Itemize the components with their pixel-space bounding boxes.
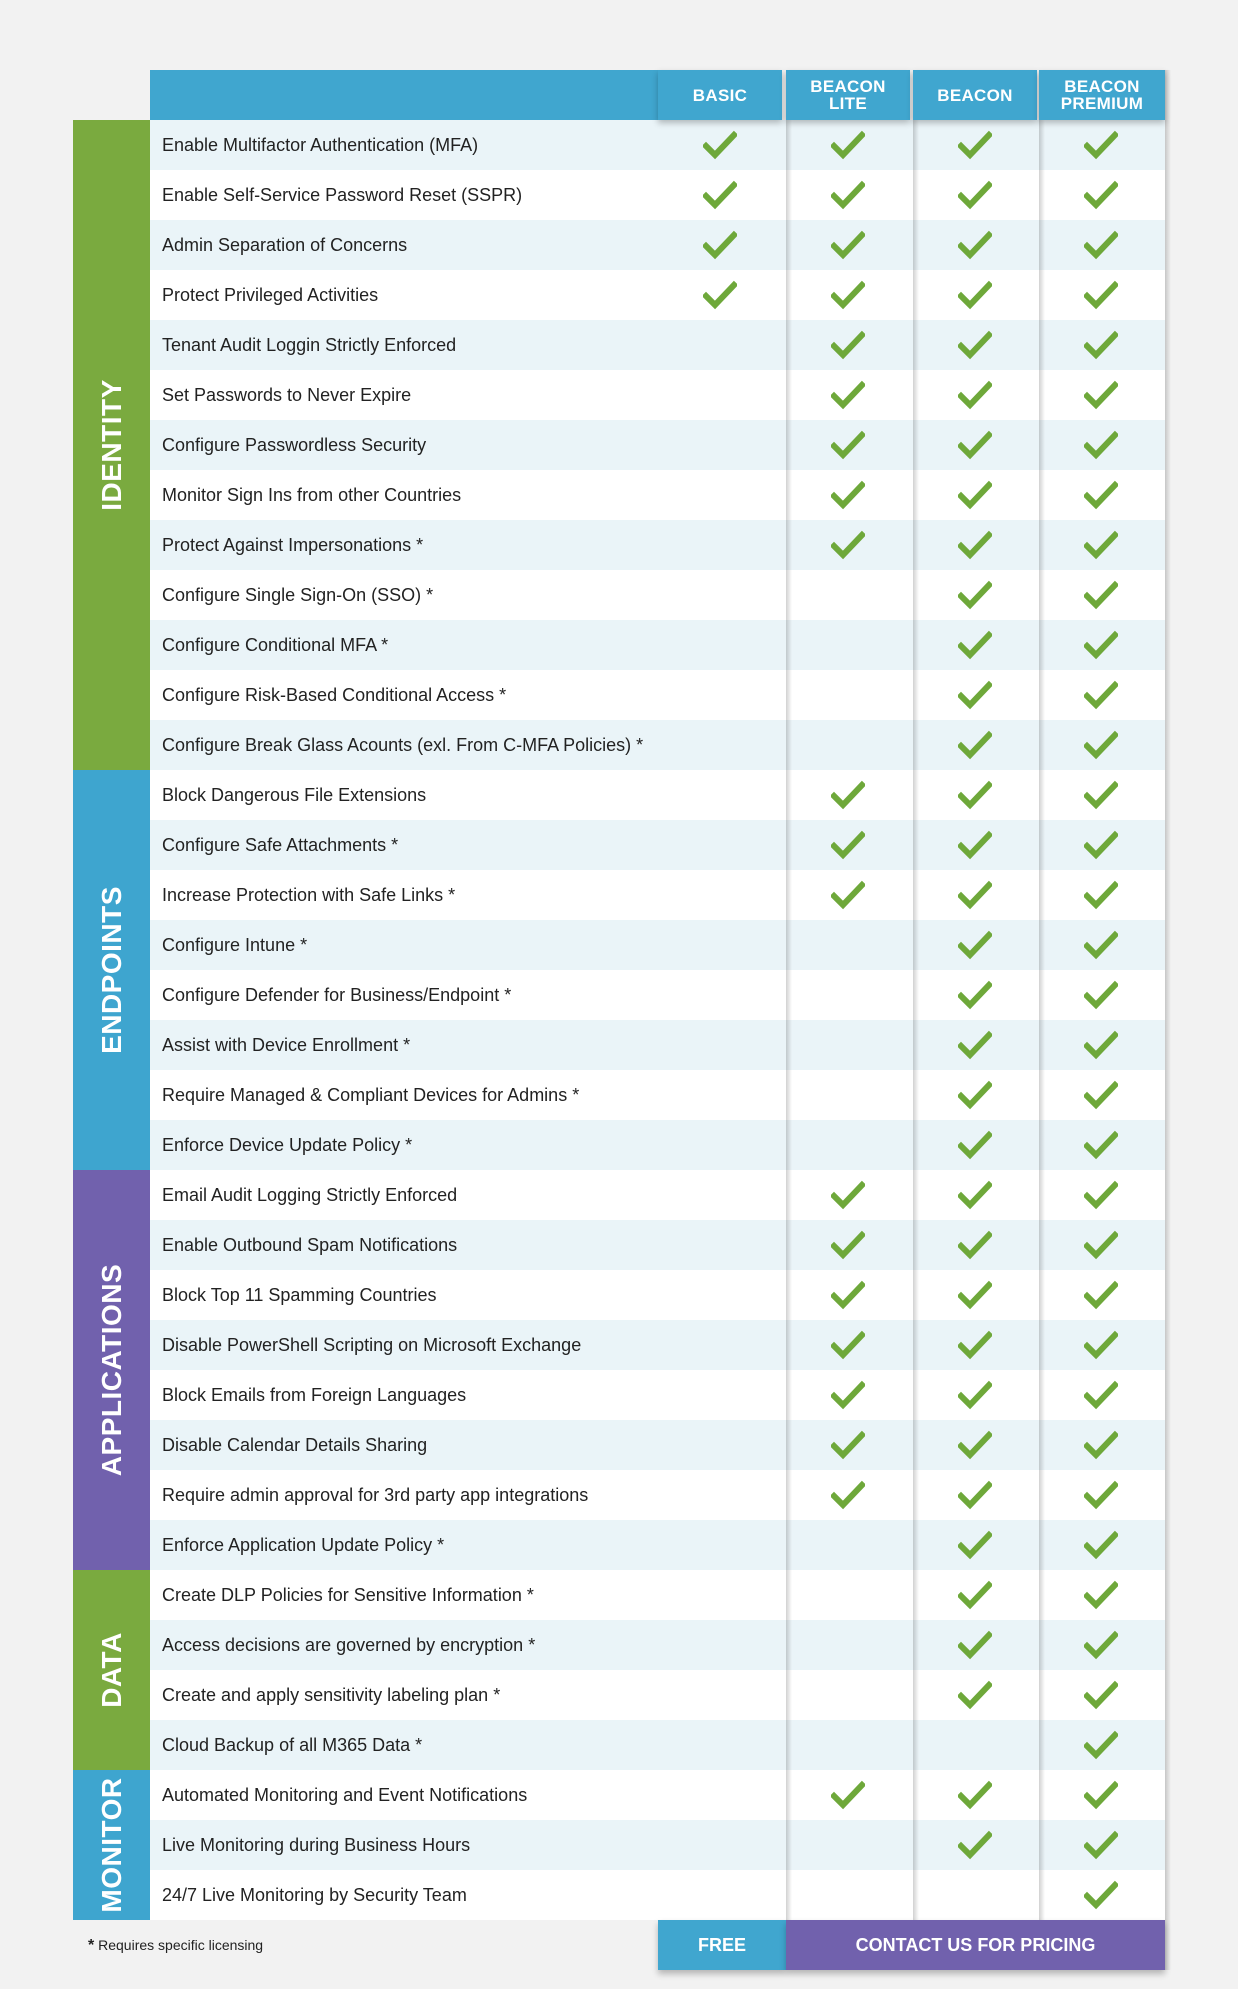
check-icon <box>1084 280 1118 310</box>
feature-label: Block Dangerous File Extensions <box>162 784 427 805</box>
check-icon <box>1084 1730 1118 1760</box>
check-icon <box>1084 1880 1118 1910</box>
check-icon <box>1084 580 1118 610</box>
feature-label: Cloud Backup of all M365 Data * <box>162 1734 423 1755</box>
feature-label: Assist with Device Enrollment * <box>162 1034 411 1055</box>
check-icon <box>958 480 992 510</box>
check-icon <box>831 480 865 510</box>
feature-label: Tenant Audit Loggin Strictly Enforced <box>162 334 457 355</box>
check-icon <box>958 1480 992 1510</box>
feature-label: Configure Risk-Based Conditional Access * <box>162 684 507 705</box>
check-icon <box>1084 1780 1118 1810</box>
feature-label: Configure Safe Attachments * <box>162 834 399 855</box>
check-icon <box>1084 1280 1118 1310</box>
feature-label: Email Audit Logging Strictly Enforced <box>162 1184 458 1205</box>
check-icon <box>831 530 865 560</box>
header-bar <box>150 70 658 120</box>
check-icon <box>1084 1180 1118 1210</box>
feature-label: Protect Privileged Activities <box>162 284 379 305</box>
feature-label: Enable Multifactor Authentication (MFA) <box>162 134 479 155</box>
check-icon <box>1084 780 1118 810</box>
check-icon <box>831 280 865 310</box>
feature-label: Create and apply sensitivity labeling plan * <box>162 1684 501 1705</box>
feature-label: Require Managed & Compliant Devices for Admins * <box>162 1084 580 1105</box>
feature-label: Monitor Sign Ins from other Countries <box>162 484 462 505</box>
check-icon <box>958 1280 992 1310</box>
column-divider <box>786 70 792 1920</box>
feature-label: Increase Protection with Safe Links * <box>162 884 456 905</box>
check-icon <box>1084 880 1118 910</box>
check-icon <box>1084 230 1118 260</box>
category-label-data: DATA <box>96 1632 127 1708</box>
check-icon <box>1084 980 1118 1010</box>
feature-label: Live Monitoring during Business Hours <box>162 1834 471 1855</box>
feature-label: Disable PowerShell Scripting on Microsoft Exchange <box>162 1334 582 1355</box>
check-icon <box>958 1680 992 1710</box>
check-icon <box>1084 1530 1118 1560</box>
column-header-beacon-premium: BEACON PREMIUM <box>1039 70 1165 120</box>
feature-label: Access decisions are governed by encryption * <box>162 1634 536 1655</box>
check-icon <box>831 1330 865 1360</box>
category-label-endpoints: ENDPOINTS <box>96 886 127 1054</box>
check-icon <box>958 1180 992 1210</box>
check-icon <box>703 280 737 310</box>
column-divider <box>1039 70 1045 1920</box>
check-icon <box>831 1430 865 1460</box>
licensing-footnote <box>88 1937 263 1955</box>
check-icon <box>958 1380 992 1410</box>
free-pricing-label: FREE <box>658 1920 786 1970</box>
check-icon <box>958 680 992 710</box>
check-icon <box>1084 480 1118 510</box>
check-icon <box>958 1030 992 1060</box>
check-icon <box>958 1130 992 1160</box>
check-icon <box>958 1630 992 1660</box>
feature-label: Configure Passwordless Security <box>162 434 427 455</box>
check-icon <box>958 980 992 1010</box>
feature-label: Enable Self-Service Password Reset (SSPR) <box>162 184 523 205</box>
check-icon <box>831 1780 865 1810</box>
check-icon <box>1084 1680 1118 1710</box>
check-icon <box>1084 1330 1118 1360</box>
check-icon <box>958 280 992 310</box>
check-icon <box>831 880 865 910</box>
feature-label: Automated Monitoring and Event Notifications <box>162 1784 528 1805</box>
check-icon <box>958 1080 992 1110</box>
check-icon <box>958 430 992 460</box>
check-icon <box>958 330 992 360</box>
feature-label: Block Emails from Foreign Languages <box>162 1384 467 1405</box>
feature-label: Configure Defender for Business/Endpoint * <box>162 984 512 1005</box>
check-icon <box>958 830 992 860</box>
check-icon <box>831 1480 865 1510</box>
check-icon <box>1084 830 1118 860</box>
check-icon <box>831 1230 865 1260</box>
check-icon <box>1084 1080 1118 1110</box>
check-icon <box>703 180 737 210</box>
check-icon <box>1084 730 1118 760</box>
feature-label: Create DLP Policies for Sensitive Information * <box>162 1584 534 1605</box>
check-icon <box>831 230 865 260</box>
check-icon <box>958 380 992 410</box>
check-icon <box>1084 1430 1118 1460</box>
check-icon <box>831 1280 865 1310</box>
feature-label: Configure Conditional MFA * <box>162 634 389 655</box>
check-icon <box>1084 930 1118 960</box>
check-icon <box>1084 1380 1118 1410</box>
feature-label: 24/7 Live Monitoring by Security Team <box>162 1884 467 1905</box>
check-icon <box>831 180 865 210</box>
footnote-text: Requires specific licensing <box>94 1937 264 1953</box>
check-icon <box>958 1780 992 1810</box>
check-icon <box>958 1530 992 1560</box>
check-icon <box>958 730 992 760</box>
column-divider <box>913 70 919 1920</box>
check-icon <box>1084 1130 1118 1160</box>
check-icon <box>958 880 992 910</box>
check-icon <box>1084 1630 1118 1660</box>
feature-label: Configure Single Sign-On (SSO) * <box>162 584 434 605</box>
category-label-applications: APPLICATIONS <box>96 1263 127 1477</box>
check-icon <box>958 580 992 610</box>
feature-label: Configure Break Glass Acounts (exl. From C-MFA Policies) * <box>162 734 644 755</box>
feature-label: Admin Separation of Concerns <box>162 234 408 255</box>
check-icon <box>958 180 992 210</box>
check-icon <box>1084 1030 1118 1060</box>
check-icon <box>1084 180 1118 210</box>
footnote-star: * <box>88 1937 95 1954</box>
check-icon <box>958 1830 992 1860</box>
feature-label: Enable Outbound Spam Notifications <box>162 1234 458 1255</box>
column-header-beacon-lite: BEACON LITE <box>786 70 910 120</box>
check-icon <box>703 130 737 160</box>
feature-label: Require admin approval for 3rd party app integrations <box>162 1484 589 1505</box>
check-icon <box>1084 680 1118 710</box>
check-icon <box>958 1580 992 1610</box>
check-icon <box>703 230 737 260</box>
feature-label: Block Top 11 Spamming Countries <box>162 1284 437 1305</box>
column-header-beacon: BEACON <box>913 70 1037 120</box>
category-label-monitor: MONITOR <box>96 1777 127 1913</box>
check-icon <box>831 130 865 160</box>
contact-pricing-button[interactable]: CONTACT US FOR PRICING <box>786 1920 1165 1970</box>
feature-label: Protect Against Impersonations * <box>162 534 424 555</box>
column-header-basic: BASIC <box>658 70 782 120</box>
check-icon <box>958 130 992 160</box>
check-icon <box>1084 530 1118 560</box>
feature-label: Enforce Application Update Policy * <box>162 1534 445 1555</box>
check-icon <box>831 1180 865 1210</box>
check-icon <box>958 780 992 810</box>
column-divider <box>1165 70 1171 1970</box>
check-icon <box>1084 1480 1118 1510</box>
feature-label: Disable Calendar Details Sharing <box>162 1434 428 1455</box>
check-icon <box>958 930 992 960</box>
check-icon <box>1084 1230 1118 1260</box>
check-icon <box>831 780 865 810</box>
feature-label: Configure Intune * <box>162 934 308 955</box>
feature-label: Enforce Device Update Policy * <box>162 1134 413 1155</box>
feature-label: Set Passwords to Never Expire <box>162 384 412 405</box>
check-icon <box>958 1430 992 1460</box>
check-icon <box>831 1380 865 1410</box>
check-icon <box>958 530 992 560</box>
check-icon <box>958 630 992 660</box>
check-icon <box>958 1330 992 1360</box>
check-icon <box>831 430 865 460</box>
check-icon <box>831 380 865 410</box>
check-icon <box>1084 130 1118 160</box>
check-icon <box>1084 380 1118 410</box>
check-icon <box>958 1230 992 1260</box>
check-icon <box>1084 430 1118 460</box>
check-icon <box>1084 630 1118 660</box>
category-label-identity: IDENTITY <box>96 379 127 511</box>
check-icon <box>1084 1830 1118 1860</box>
check-icon <box>958 230 992 260</box>
check-icon <box>1084 330 1118 360</box>
check-icon <box>831 830 865 860</box>
check-icon <box>1084 1580 1118 1610</box>
check-icon <box>831 330 865 360</box>
